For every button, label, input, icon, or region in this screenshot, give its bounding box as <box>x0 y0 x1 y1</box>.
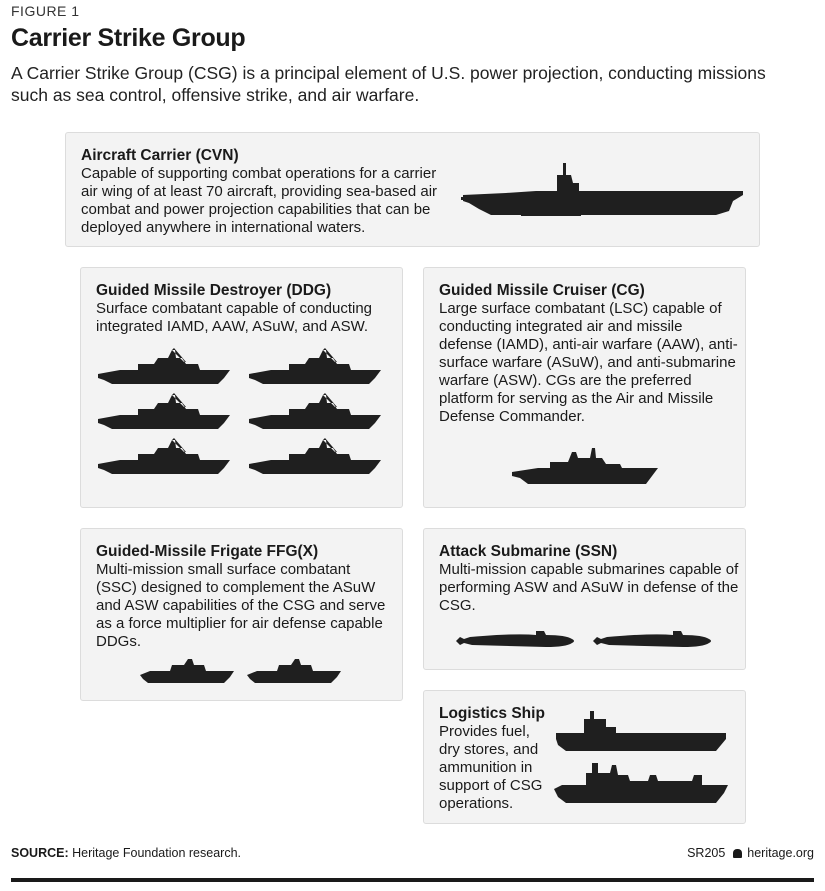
submarine-icon <box>456 631 574 647</box>
destroyer-icon <box>98 438 230 474</box>
destroyer-icon <box>98 348 230 384</box>
submarine-icons <box>424 529 747 671</box>
logistics-box <box>423 690 746 824</box>
destroyer-icon <box>249 393 381 429</box>
report-id: SR205 <box>687 846 726 860</box>
cruiser-box <box>423 267 746 508</box>
frigate-box <box>80 528 403 701</box>
cruiser-text: Large surface combatant (LSC) capable of conducting integrated air and missile defense (IAMD), anti-air warfare (AAW), anti-surface warfare (ASuW), and anti-submarine warfare (ASW). CGs are the preferred platform for serving as the Air and Missile Defense Commander. <box>439 300 738 425</box>
frigate-heading: Guided-Missile Frigate FFG(X) <box>96 543 319 560</box>
cruiser-heading: Guided Missile Cruiser (CG) <box>439 282 645 299</box>
carrier-box <box>65 132 760 247</box>
figure-title: Carrier Strike Group <box>11 24 246 52</box>
frigate-icon <box>140 659 234 683</box>
source-label: SOURCE: <box>11 846 69 860</box>
carrier-heading: Aircraft Carrier (CVN) <box>81 147 239 164</box>
destroyer-text: Surface combatant capable of conducting integrated IAMD, AAW, ASuW, and ASW. <box>96 300 373 335</box>
source-note <box>11 846 241 860</box>
logistics-heading: Logistics Ship <box>439 705 545 722</box>
destroyer-icons <box>81 268 404 509</box>
submarine-heading: Attack Submarine (SSN) <box>439 543 618 560</box>
carrier-text: Capable of supporting combat operations for a carrier air wing of at least 70 aircraft, providing sea-based air combat and power projection capabilities that can be deployed anywhere in international waters. <box>81 165 438 236</box>
logistics-text: Provides fuel, dry stores, and ammunition in support of CSG operations. <box>439 723 543 812</box>
bottom-rule <box>11 878 814 882</box>
figure-label: FIGURE 1 <box>11 3 80 19</box>
destroyer-heading: Guided Missile Destroyer (DDG) <box>96 282 332 299</box>
liberty-bell-icon <box>733 849 742 858</box>
cruiser-icon <box>510 446 660 490</box>
destroyer-box <box>80 267 403 508</box>
destroyer-icon <box>249 348 381 384</box>
submarine-text: Multi-mission capable submarines capable of performing ASW and ASuW in defense of the CSG. <box>439 561 739 614</box>
submarine-icon <box>593 631 711 647</box>
frigate-icons <box>81 529 404 702</box>
submarine-box <box>423 528 746 670</box>
footer-credit <box>687 846 814 860</box>
destroyer-icon <box>98 393 230 429</box>
frigate-icon <box>247 659 341 683</box>
source-text: Heritage Foundation research. <box>72 846 241 860</box>
logistics-ship-icon <box>552 755 730 809</box>
aircraft-carrier-icon <box>461 161 746 223</box>
figure-subtitle: A Carrier Strike Group (CSG) is a principal element of U.S. power projection, conducting missions such as sea control, offensive strike, and air warfare. <box>11 63 766 105</box>
frigate-text: Multi-mission small surface combatant (SSC) designed to complement the ASuW and ASW capabilities of the CSG and serve as a force multiplier for air defense capable DDGs. <box>96 561 386 650</box>
destroyer-icon <box>249 438 381 474</box>
logistics-ship-icon <box>554 707 729 753</box>
site-link[interactable]: heritage.org <box>747 846 814 860</box>
